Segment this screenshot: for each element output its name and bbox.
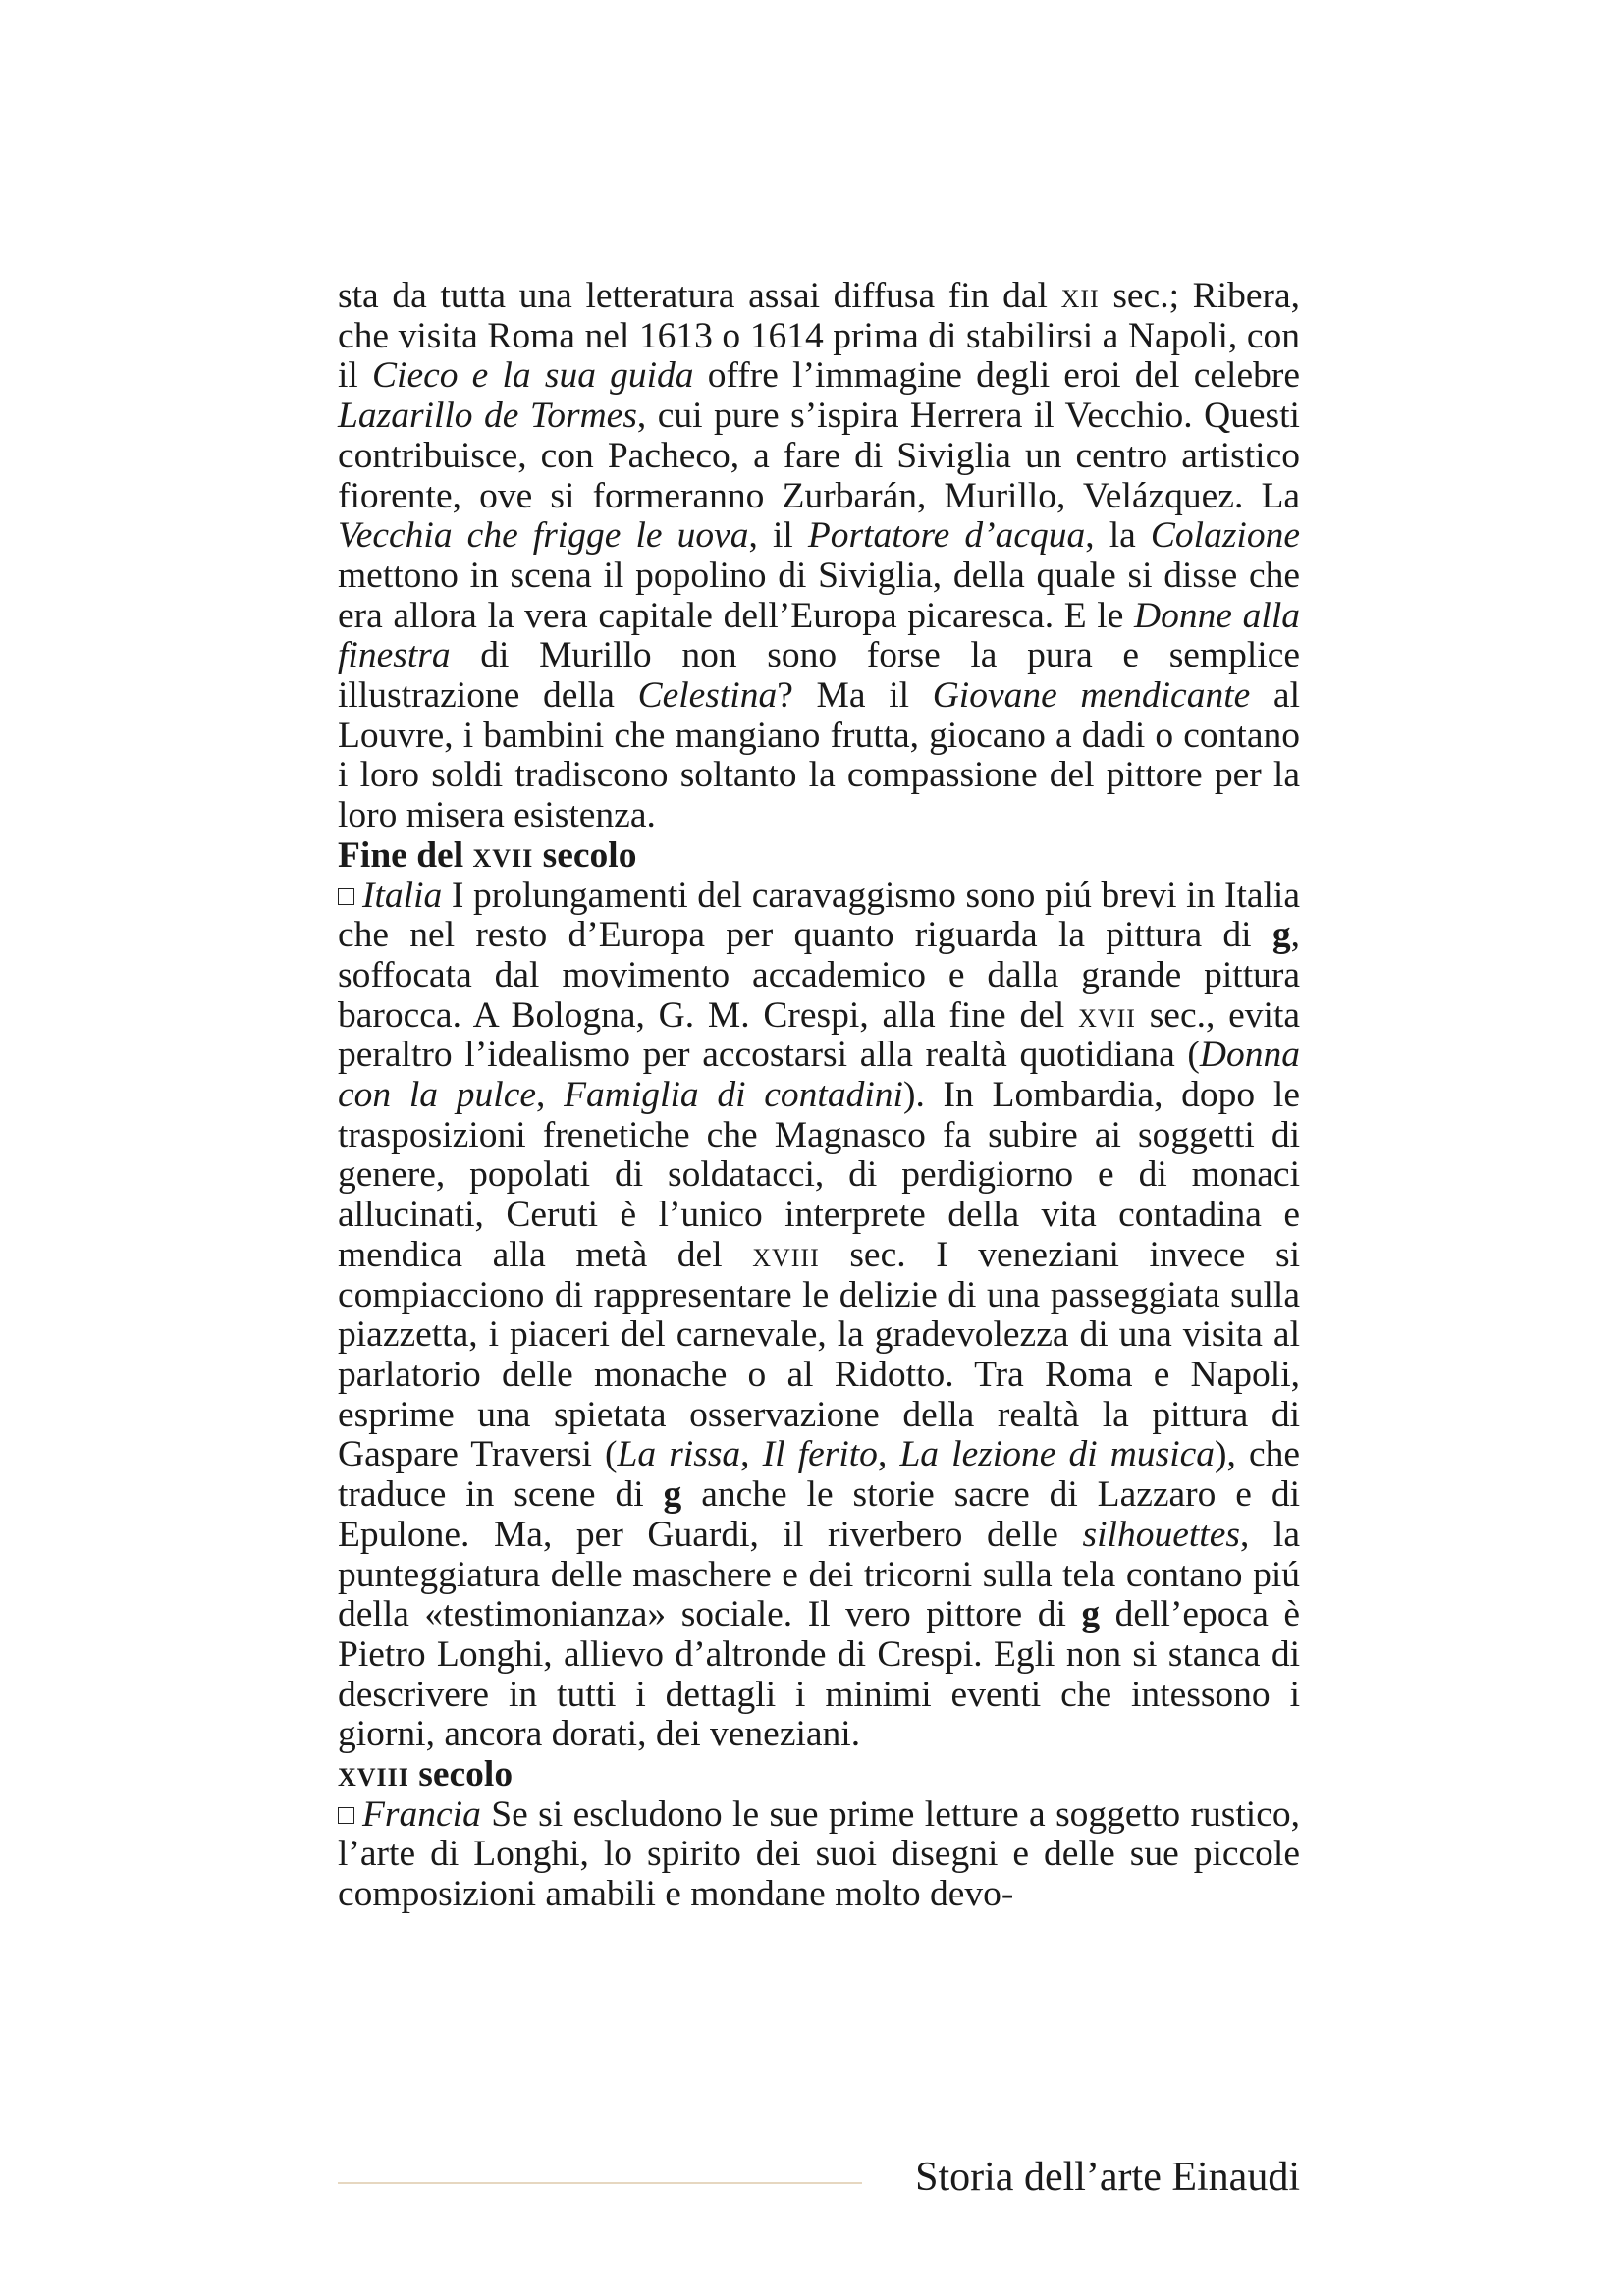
italic-run: Portatore d’acqua bbox=[807, 515, 1086, 557]
italic-run: Donne alla finestra bbox=[338, 595, 1300, 676]
small-caps-run: xii bbox=[1060, 276, 1100, 316]
text-run: sec. I veneziani invece si compiacciono di rappresentare le delizie di una passeggiata sulla piazzetta, i piaceri del carnevale, la gradevolezza di una visita al parlatorio delle monache o al Ridotto. Tra Roma e Napoli, esprime una spietata osservazione della realtà la pittura di Gaspare Traversi ( bbox=[338, 1234, 1300, 1475]
italic-run: Donna con la pulce bbox=[338, 1035, 1300, 1116]
italic-run: Colazione bbox=[1150, 515, 1300, 557]
text-run: , bbox=[877, 1434, 900, 1475]
body-text bbox=[338, 277, 1300, 1915]
text-run: , bbox=[536, 1075, 565, 1116]
page-footer bbox=[338, 2150, 1300, 2209]
text-run: sec.; Ribera, che visita Roma nel 1613 o 1614 prima di stabilirsi a Napoli, con il bbox=[338, 276, 1300, 397]
italic-run: Italia bbox=[362, 875, 443, 916]
italic-run: Cieco e la sua guida bbox=[372, 355, 694, 397]
paragraph-text bbox=[338, 876, 1300, 1755]
text-run: ). In Lombardia, dopo le trasposizioni frenetiche che Magnasco fa subire ai soggetti di genere, popolati di soldatacci, di perdigiorno e di monaci allucinati, Ceruti è l’unico interprete della vita contadina e mendica alla metà del bbox=[338, 1075, 1300, 1275]
square-bullet-icon bbox=[338, 1807, 354, 1824]
text-run: , la punteggiatura delle maschere e dei tricorni sulla tela contano piú della «testimonianza» sociale. Il vero pittore di bbox=[338, 1514, 1300, 1635]
paragraph-text bbox=[338, 1794, 1300, 1914]
text-run: offre l’immagine degli eroi del celebre bbox=[693, 355, 1300, 397]
italic-run: Giovane mendicante bbox=[932, 675, 1251, 717]
italic-run: Celestina bbox=[637, 675, 778, 717]
paragraph bbox=[338, 277, 1300, 836]
section-heading bbox=[338, 1755, 1300, 1795]
footer-title: Storia dell’arte Einaudi bbox=[915, 2155, 1300, 2200]
italic-run: Francia bbox=[362, 1793, 481, 1835]
text-run: Fine del bbox=[338, 834, 473, 876]
small-caps-run: xvii bbox=[1078, 994, 1136, 1036]
bold-run: g bbox=[663, 1474, 682, 1516]
text-run: anche le storie sacre di Lazzaro e di Epulone. Ma, per Guardi, il riverbero delle bbox=[338, 1474, 1301, 1555]
small-caps-run: xviii bbox=[752, 1234, 820, 1275]
text-run: dell’epoca è Pietro Longhi, allievo d’altronde di Crespi. Egli non si stanca di descrivere in tutti i dettagli i minimi eventi che intessono i giorni, ancora dorati, dei veneziani. bbox=[338, 1594, 1301, 1755]
text-run: , soffocata dal movimento accademico e dalla grande pittura barocca. A Bologna, G. M. Crespi, alla fine del bbox=[338, 915, 1300, 1036]
italic-run: Famiglia di contadini bbox=[564, 1075, 903, 1116]
small-caps-run: xviii bbox=[338, 1754, 409, 1795]
text-run: Se si escludono le sue prime letture a soggetto rustico, l’arte di Longhi, lo spirito dei suoi disegni e delle sue piccole composizioni amabili e mondane molto devo- bbox=[338, 1793, 1300, 1915]
bold-run: g bbox=[1271, 915, 1291, 956]
text-run: ? Ma il bbox=[777, 675, 933, 717]
section-heading bbox=[338, 836, 1300, 877]
text-run: ), che traduce in scene di bbox=[338, 1434, 1301, 1516]
italic-run: La lezione di musica bbox=[899, 1434, 1216, 1475]
text-run: , bbox=[740, 1434, 763, 1475]
text-run: di Murillo non sono forse la pura e semplice illustrazione della bbox=[338, 635, 1300, 717]
text-run: , cui pure s’ispira Herrera il Vecchio. Questi contribuisce, con Pacheco, a fare di Siviglia un centro artistico fiorente, ove si formeranno Zurbarán, Murillo, Velázquez. La bbox=[338, 396, 1300, 516]
text-run: secolo bbox=[408, 1754, 514, 1795]
bold-run: g bbox=[1081, 1594, 1101, 1635]
text-run: , il bbox=[748, 515, 808, 557]
italic-run: Lazarillo de Tormes bbox=[338, 396, 637, 437]
text-run: mettono in scena il popolino di Siviglia, della quale si disse che era allora la vera capitale dell’Europa picaresca. E le bbox=[338, 555, 1300, 636]
footer-rule bbox=[338, 2182, 862, 2184]
text-run: sta da tutta una letteratura assai diffusa fin dal bbox=[338, 276, 1061, 316]
text-run: sec., evita peraltro l’idealismo per accostarsi alla realtà quotidiana ( bbox=[338, 994, 1301, 1076]
text-run: secolo bbox=[533, 834, 637, 876]
small-caps-run: xvii bbox=[472, 834, 534, 876]
text-run: , la bbox=[1085, 515, 1151, 557]
paragraph bbox=[338, 1795, 1300, 1915]
paragraph bbox=[338, 877, 1300, 1755]
italic-run: Vecchia che frigge le uova bbox=[338, 515, 749, 557]
text-run: I prolungamenti del caravaggismo sono piú brevi in Italia che nel resto d’Europa per quanto riguarda la pittura di bbox=[338, 875, 1300, 956]
italic-run: silhouettes bbox=[1082, 1514, 1240, 1555]
italic-run: Il ferito bbox=[762, 1434, 878, 1475]
italic-run: La rissa bbox=[617, 1434, 741, 1475]
square-bullet-icon bbox=[338, 888, 354, 905]
text-run: al Louvre, i bambini che mangiano frutta, giocano a dadi o contano i loro soldi tradiscono soltanto la compassione del pittore per la loro misera esistenza. bbox=[338, 675, 1300, 836]
